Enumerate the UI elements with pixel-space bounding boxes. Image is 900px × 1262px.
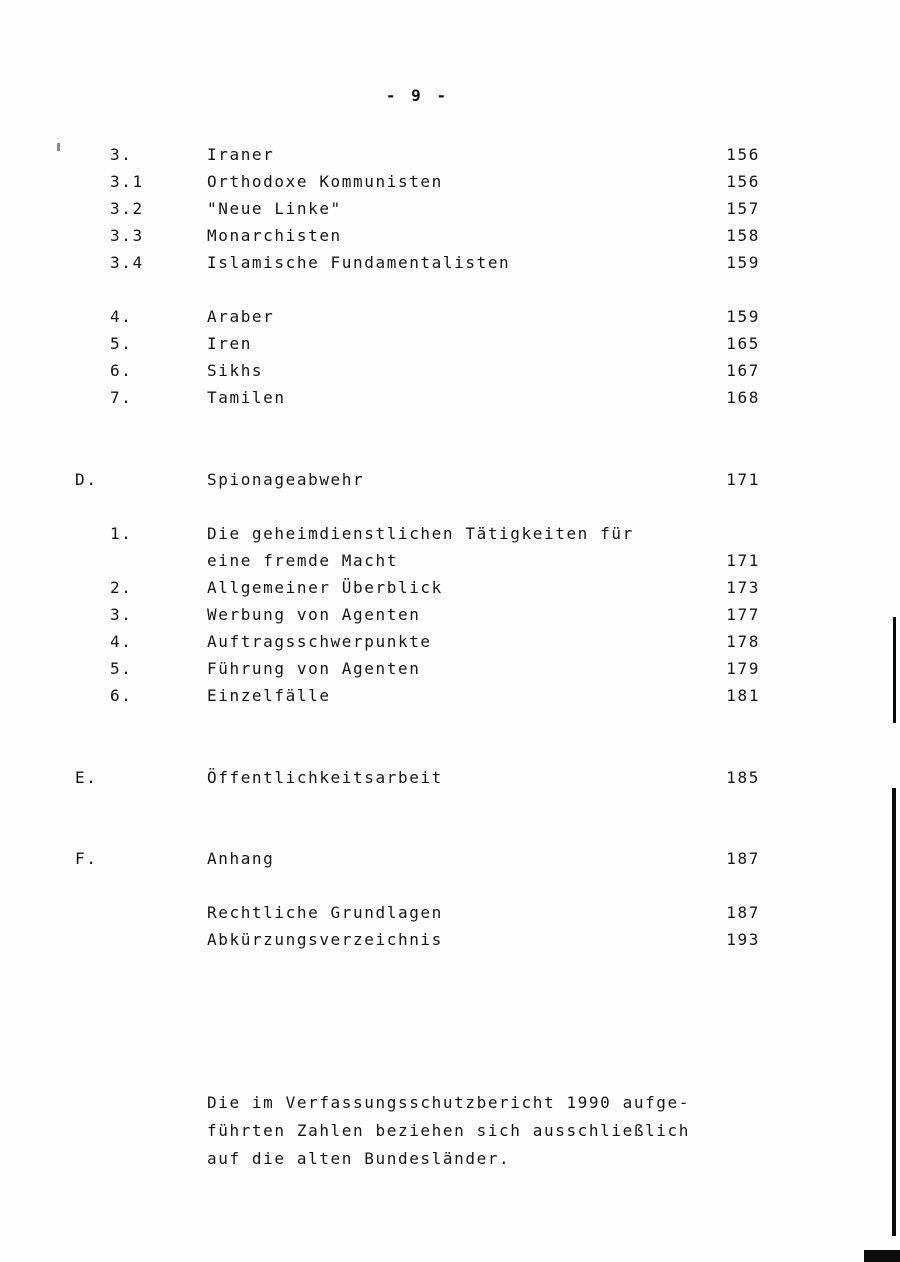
toc-row <box>75 547 760 574</box>
table-of-contents <box>75 141 760 953</box>
toc-entry-page: 187 <box>726 849 760 868</box>
toc-entry-title: Allgemeiner Überblick <box>207 578 443 597</box>
toc-entry-number: 6. <box>110 361 133 380</box>
toc-entry-number: 5. <box>110 659 133 678</box>
toc-row <box>75 764 760 791</box>
toc-row <box>75 141 760 168</box>
footnote-line: Die im Verfassungsschutzbericht 1990 aufge- <box>207 1093 691 1112</box>
toc-entry-title: Iraner <box>207 145 275 164</box>
toc-entry-page: 177 <box>726 605 760 624</box>
page-number: - 9 - <box>385 86 450 105</box>
toc-entry-number: 5. <box>110 334 133 353</box>
toc-entry-page: 171 <box>726 470 760 489</box>
toc-entry-page: 156 <box>726 145 760 164</box>
toc-entry-title: Öffentlichkeitsarbeit <box>207 768 443 787</box>
toc-group <box>75 764 760 791</box>
toc-entry-number: F. <box>75 849 98 868</box>
toc-row <box>75 845 760 872</box>
toc-entry-title: Die geheimdienstlichen Tätigkeiten für <box>207 524 634 543</box>
toc-entry-number: 6. <box>110 686 133 705</box>
toc-entry-number: 3.2 <box>110 199 144 218</box>
toc-entry-number: 4. <box>110 307 133 326</box>
toc-row <box>75 466 760 493</box>
toc-row <box>75 682 760 709</box>
toc-entry-title: Monarchisten <box>207 226 342 245</box>
toc-entry-number: 3.3 <box>110 226 144 245</box>
toc-row <box>75 357 760 384</box>
toc-group <box>75 303 760 411</box>
toc-row <box>75 249 760 276</box>
toc-group <box>75 466 760 493</box>
toc-group <box>75 899 760 953</box>
toc-entry-page: 165 <box>726 334 760 353</box>
toc-entry-page: 158 <box>726 226 760 245</box>
toc-entry-number: 1. <box>110 524 133 543</box>
toc-entry-page: 167 <box>726 361 760 380</box>
toc-row <box>75 655 760 682</box>
toc-entry-title: Iren <box>207 334 252 353</box>
toc-row <box>75 330 760 357</box>
scan-artifact-bar <box>892 788 896 1236</box>
toc-group <box>75 845 760 872</box>
toc-entry-title: Auftragsschwerpunkte <box>207 632 432 651</box>
toc-entry-page: 157 <box>726 199 760 218</box>
toc-entry-page: 171 <box>726 551 760 570</box>
toc-entry-number: 3. <box>110 145 133 164</box>
toc-entry-page: 159 <box>726 253 760 272</box>
toc-entry-title: "Neue Linke" <box>207 199 342 218</box>
scan-artifact-bar <box>893 617 896 723</box>
toc-entry-page: 185 <box>726 768 760 787</box>
toc-entry-title: Führung von Agenten <box>207 659 421 678</box>
scan-artifact-corner <box>864 1250 900 1262</box>
toc-entry-title: Werbung von Agenten <box>207 605 421 624</box>
scan-artifact-mark <box>57 143 60 151</box>
toc-entry-title: Tamilen <box>207 388 286 407</box>
toc-entry-number: 2. <box>110 578 133 597</box>
toc-group <box>75 141 760 276</box>
toc-entry-page: 159 <box>726 307 760 326</box>
toc-row <box>75 520 760 547</box>
toc-entry-title: Abkürzungsverzeichnis <box>207 930 443 949</box>
toc-entry-number: 3.4 <box>110 253 144 272</box>
toc-entry-number: 7. <box>110 388 133 407</box>
footnote <box>207 1089 760 1173</box>
toc-entry-page: 178 <box>726 632 760 651</box>
toc-entry-page: 173 <box>726 578 760 597</box>
toc-entry-number: D. <box>75 470 98 489</box>
toc-row <box>75 195 760 222</box>
toc-entry-number: E. <box>75 768 98 787</box>
toc-row <box>75 628 760 655</box>
toc-entry-title: Araber <box>207 307 275 326</box>
toc-row <box>75 601 760 628</box>
toc-entry-title: Rechtliche Grundlagen <box>207 903 443 922</box>
toc-row <box>75 303 760 330</box>
toc-entry-page: 193 <box>726 930 760 949</box>
toc-entry-number: 3. <box>110 605 133 624</box>
toc-entry-title: Spionageabwehr <box>207 470 365 489</box>
toc-row <box>75 168 760 195</box>
toc-entry-number: 4. <box>110 632 133 651</box>
toc-row <box>75 899 760 926</box>
toc-entry-title: Anhang <box>207 849 275 868</box>
toc-row <box>75 384 760 411</box>
toc-row <box>75 222 760 249</box>
toc-row <box>75 574 760 601</box>
footnote-line: auf die alten Bundesländer. <box>207 1149 511 1168</box>
toc-group <box>75 520 760 709</box>
toc-entry-page: 179 <box>726 659 760 678</box>
toc-row <box>75 926 760 953</box>
toc-entry-title: eine fremde Macht <box>207 551 398 570</box>
toc-entry-page: 168 <box>726 388 760 407</box>
toc-entry-page: 156 <box>726 172 760 191</box>
toc-entry-title: Einzelfälle <box>207 686 331 705</box>
toc-entry-number: 3.1 <box>110 172 144 191</box>
toc-entry-page: 181 <box>726 686 760 705</box>
toc-entry-title: Sikhs <box>207 361 264 380</box>
toc-entry-title: Islamische Fundamentalisten <box>207 253 511 272</box>
toc-entry-title: Orthodoxe Kommunisten <box>207 172 443 191</box>
toc-entry-page: 187 <box>726 903 760 922</box>
footnote-line: führten Zahlen beziehen sich ausschließlich <box>207 1121 691 1140</box>
